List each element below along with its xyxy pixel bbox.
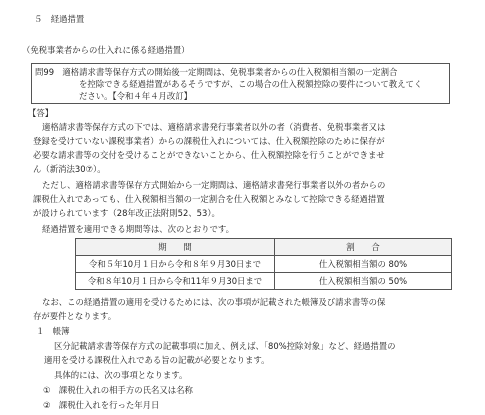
list-item: ① 課税仕入れの相手方の氏名又は名称 [43, 385, 193, 395]
paragraph-line: ん（新消法30⑦）。 [33, 164, 106, 174]
question-line: 問99 適格請求書等保存方式の開始後一定期間は、免税事業者からの仕入税額相当額の一定割合 [35, 67, 398, 77]
paragraph-line: 必要な請求書等の交付を受けることができないことから、仕入税額控除を行うことができませ [33, 150, 385, 160]
question-line: を控除できる経過措置があるそうですが、この場合の仕入税額控除の要件について教えてく [79, 79, 423, 89]
paragraph-line: 区分記載請求書等保存方式の記載事項に加え、例えば、「80%控除対象」など、経過措置の [54, 341, 396, 351]
paragraph-line: 課税仕入れであっても、仕入税額相当額の一定割合を仕入税額とみなして控除できる経過措置 [33, 194, 385, 204]
section-heading: ５ 経過措置 [34, 14, 85, 24]
items-intro: 具体的には、次の事項となります。 [54, 370, 188, 380]
paragraph-line: 登録を受けていない課税事業者）からの課税仕入れについては、仕入税額控除のために保存が [33, 136, 385, 146]
answer-label: 【答】 [28, 108, 54, 118]
question-line: ださい。【令和４年４月改訂】 [79, 91, 193, 101]
subheading: （免税事業者からの仕入れに係る経過措置） [22, 45, 190, 55]
paragraph-line: 適格請求書等保存方式の下では、適格請求書発行事業者以外の者（消費者、免税事業者又は [42, 122, 386, 132]
table-header-row [76, 239, 452, 256]
table-header-ratio: 割 合 [275, 239, 452, 256]
table-cell-period: 令和５年10月１日から令和８年９月30日まで [76, 256, 275, 273]
table-cell-ratio: 仕入税額相当額の 80% [275, 256, 452, 273]
paragraph-line: 経過措置を適用できる期間等は、次のとおりです。 [42, 224, 234, 234]
table-cell-ratio: 仕入税額相当額の 50% [275, 273, 452, 290]
paragraph-line: ただし、適格請求書等保存方式開始から一定期間は、適格請求書発行事業者以外の者からの [42, 180, 386, 190]
table-cell-period: 令和８年10月１日から令和11年９月30日まで [76, 273, 275, 290]
paragraph-line: なお、この経過措置の適用を受けるためには、次の事項が記載された帳簿及び請求書等の保 [42, 297, 386, 307]
transition-period-table [75, 238, 452, 290]
table-row [76, 256, 452, 273]
list-item: ② 課税仕入れを行った年月日 [43, 400, 160, 410]
paragraph-line: 存が要件となります。 [33, 311, 117, 321]
section-title: １ 帳簿 [36, 326, 70, 336]
table-header-period: 期 間 [76, 239, 275, 256]
table-row [76, 273, 452, 290]
paragraph-line: が設けられています（28年改正法附則52、53）。 [33, 208, 220, 218]
paragraph-line: 適用を受ける課税仕入れである旨の記載が必要となります。 [44, 355, 270, 365]
